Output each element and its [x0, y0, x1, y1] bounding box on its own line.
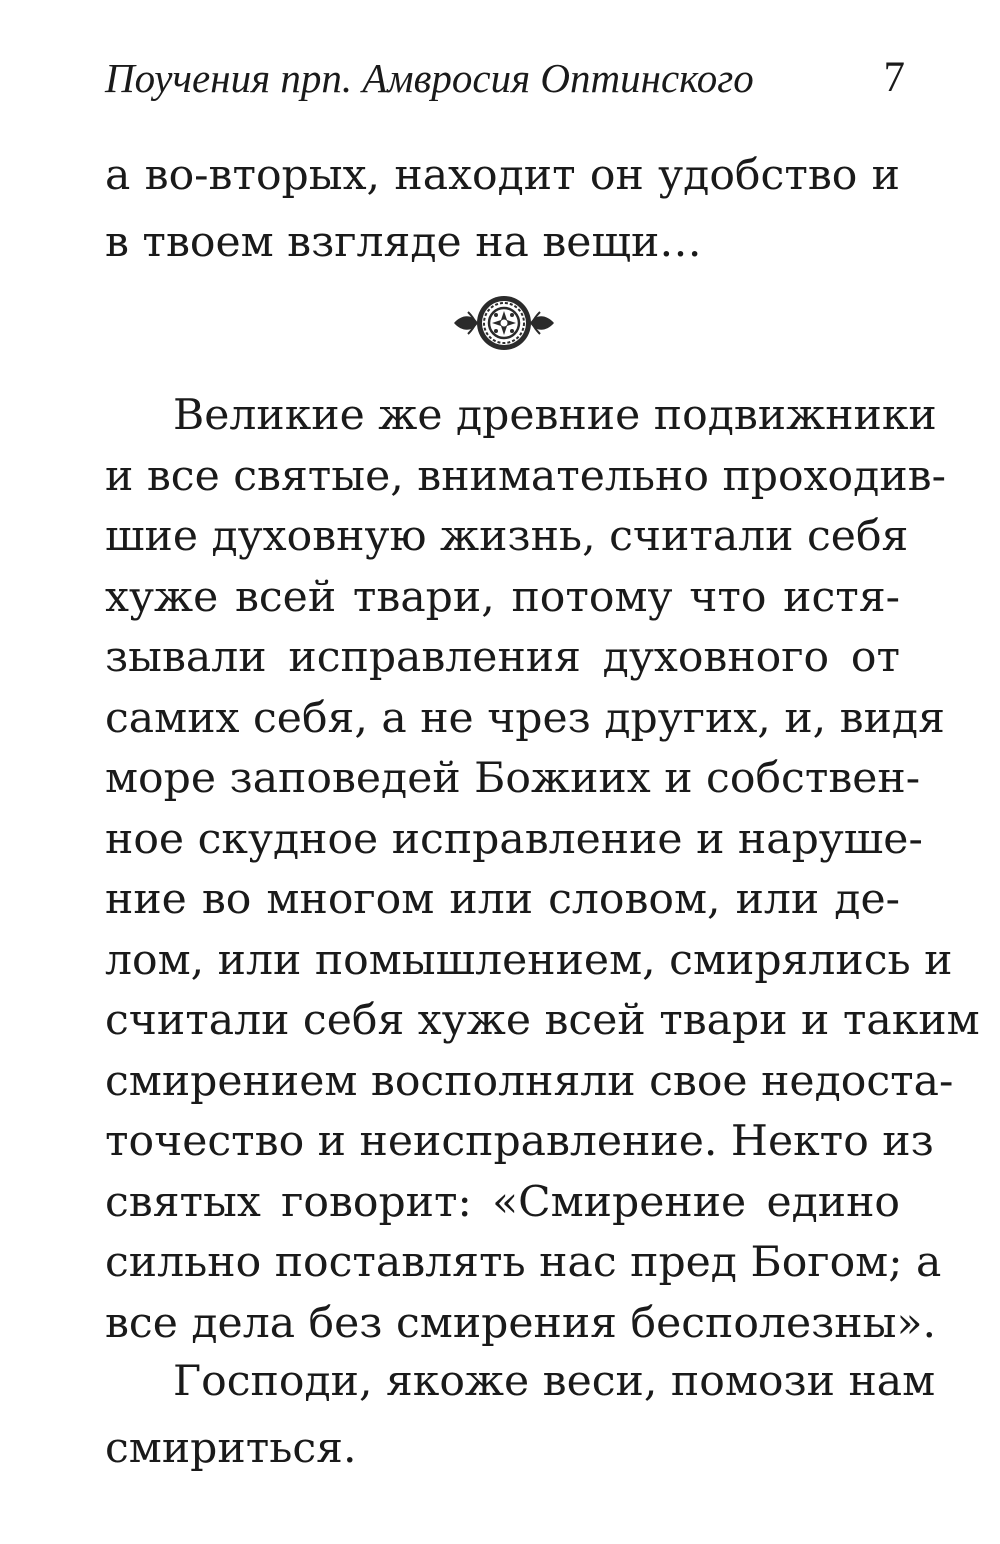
running-title: Поучения прп. Амвросия Оптинского [105, 55, 754, 101]
running-head [105, 48, 905, 108]
opening-paragraph [105, 142, 900, 276]
text-line: зывали исправления духовного от [105, 633, 900, 682]
text-line: шие духовную жизнь, считали себя [105, 512, 909, 561]
text-line: лом, или помышлением, смирялись и [105, 935, 953, 985]
text-line: Великие же древние подвижники [173, 391, 937, 440]
ornamental-divider-icon [452, 292, 556, 354]
text-line: хуже всей твари, потому что истя- [105, 572, 900, 622]
page-number: 7 [883, 54, 905, 101]
closing-paragraph [105, 1348, 936, 1482]
text-line: море заповедей Божиих и собствен- [105, 754, 921, 803]
text-line: ное скудное исправление и наруше- [105, 814, 923, 864]
text-line: все дела без смирения бесполезны». [105, 1298, 936, 1348]
text-line: смирением восполняли свое недоста- [105, 1056, 954, 1106]
text-line: ние во многом или словом, или де- [105, 875, 900, 924]
text-line: точество и неисправление. Некто из [105, 1117, 934, 1166]
main-paragraph [105, 386, 980, 1354]
text-line: Господи, якоже веси, помози нам [173, 1357, 936, 1406]
text-line: святых говорит: «Смирение едино [105, 1177, 900, 1227]
text-line: в твоем взгляде на вещи… [105, 218, 702, 267]
text-line: самих себя, а не чрез других, и, видя [105, 693, 945, 743]
text-line: и все святые, внимательно проходив- [105, 451, 946, 501]
text-line: смириться. [105, 1424, 357, 1473]
text-line: сильно поставлять нас пред Богом; а [105, 1238, 942, 1287]
text-line: а во-вторых, находит он удобство и [105, 151, 900, 200]
text-line: считали себя хуже всей твари и таким [105, 996, 980, 1045]
